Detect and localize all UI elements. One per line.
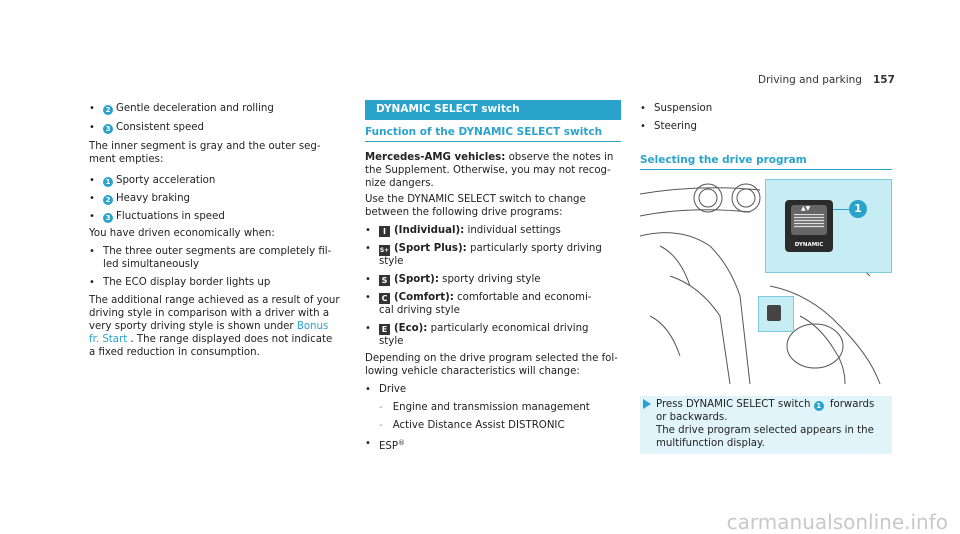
- sport-mode-icon: S: [379, 275, 390, 286]
- list-item: • The ECO display border lights up: [89, 277, 271, 288]
- arrow-up-down-icon: ▲▼: [801, 205, 811, 212]
- step-line: or backwards.: [656, 412, 728, 423]
- individual-mode-icon: I: [379, 226, 390, 237]
- list-item: • Suspension: [640, 103, 713, 114]
- instruction-step: [640, 396, 892, 454]
- switch-label: DYNAMIC: [794, 242, 824, 248]
- list-item: • ESP®: [365, 438, 406, 453]
- page-number: 157: [873, 74, 895, 86]
- mode-item: • I (Individual): individual settings: [365, 225, 561, 236]
- paragraph-line: between the following drive programs:: [365, 207, 563, 218]
- watermark: carmanualsonline.info: [726, 510, 948, 534]
- paragraph-line: fr. Start . The range displayed does not indicate: [89, 334, 333, 345]
- list-item: • 1 Sporty acceleration: [89, 175, 216, 186]
- list-item: • Steering: [640, 121, 697, 132]
- running-header: Driving and parking: [758, 74, 862, 86]
- paragraph-line: Mercedes-AMG vehicles: observe the notes in: [365, 152, 614, 163]
- paragraph-line: Use the DYNAMIC SELECT switch to change: [365, 194, 586, 205]
- list-item: • 3 Consistent speed: [89, 122, 204, 133]
- list-item-cont: led simultaneously: [103, 259, 199, 270]
- sport-plus-mode-icon: S+: [379, 247, 390, 254]
- list-item: • The three outer segments are completely fil-: [89, 246, 332, 257]
- sub-list-item: - Engine and transmission management: [379, 402, 590, 413]
- paragraph-line: The additional range achieved as a result of your: [89, 295, 340, 306]
- list-item: • Drive: [365, 384, 407, 395]
- mode-item: • E (Eco): particularly economical driving: [365, 323, 589, 334]
- mode-item-cont: cal driving style: [379, 305, 460, 316]
- paragraph-line: the Supplement. Otherwise, you may not recog-: [365, 165, 611, 176]
- mode-item-cont: style: [379, 256, 404, 267]
- mode-item: • C (Comfort): comfortable and economi-: [365, 292, 592, 303]
- list-item: • 2 Gentle deceleration and rolling: [89, 103, 274, 114]
- step-arrow-icon: [643, 399, 651, 409]
- paragraph-line: lowing vehicle characteristics will change:: [365, 366, 580, 377]
- bonus-link[interactable]: Bonus: [296, 321, 329, 332]
- mode-item: • S+ (Sport Plus): particularly sporty driving: [365, 243, 602, 254]
- paragraph-line: ment empties:: [89, 154, 164, 165]
- sub-list-item: - Active Distance Assist DISTRONIC: [379, 420, 565, 431]
- paragraph-line: Depending on the drive program selected the fol-: [365, 353, 618, 364]
- subsection-title: Selecting the drive program: [640, 154, 807, 166]
- divider: [640, 169, 892, 170]
- section-title-bar: DYNAMIC SELECT switch: [365, 100, 621, 120]
- switch-closeup: [785, 200, 833, 252]
- callout-leader: [833, 209, 849, 210]
- paragraph-line: very sporty driving style is shown under Bonus: [89, 321, 329, 332]
- divider: [365, 141, 621, 142]
- switch-location-highlight: [758, 296, 794, 332]
- step-line: The drive program selected appears in the: [656, 425, 874, 436]
- paragraph-line: driving style in comparison with a driver with a: [89, 308, 330, 319]
- step-line: multifunction display.: [656, 438, 765, 449]
- paragraph-line: The inner segment is gray and the outer seg-: [89, 141, 321, 152]
- paragraph-line: nize dangers.: [365, 178, 434, 189]
- paragraph-line: a fixed reduction in consumption.: [89, 347, 260, 358]
- mode-item-cont: style: [379, 336, 404, 347]
- mode-item: • S (Sport): sporty driving style: [365, 274, 541, 285]
- eco-mode-icon: E: [379, 324, 390, 335]
- list-item: • 2 Heavy braking: [89, 193, 191, 204]
- list-item: • 3 Fluctuations in speed: [89, 211, 225, 222]
- bonus-link-cont[interactable]: fr. Start: [89, 334, 128, 345]
- dynamic-select-illustration: [640, 176, 892, 384]
- subsection-title: Function of the DYNAMIC SELECT switch: [365, 126, 603, 138]
- step-line: Press DYNAMIC SELECT switch 1 forwards: [656, 399, 875, 410]
- paragraph-line: You have driven economically when:: [89, 228, 275, 239]
- comfort-mode-icon: C: [379, 293, 390, 304]
- callout-number: 1: [849, 200, 867, 218]
- switch-roller: [791, 205, 827, 235]
